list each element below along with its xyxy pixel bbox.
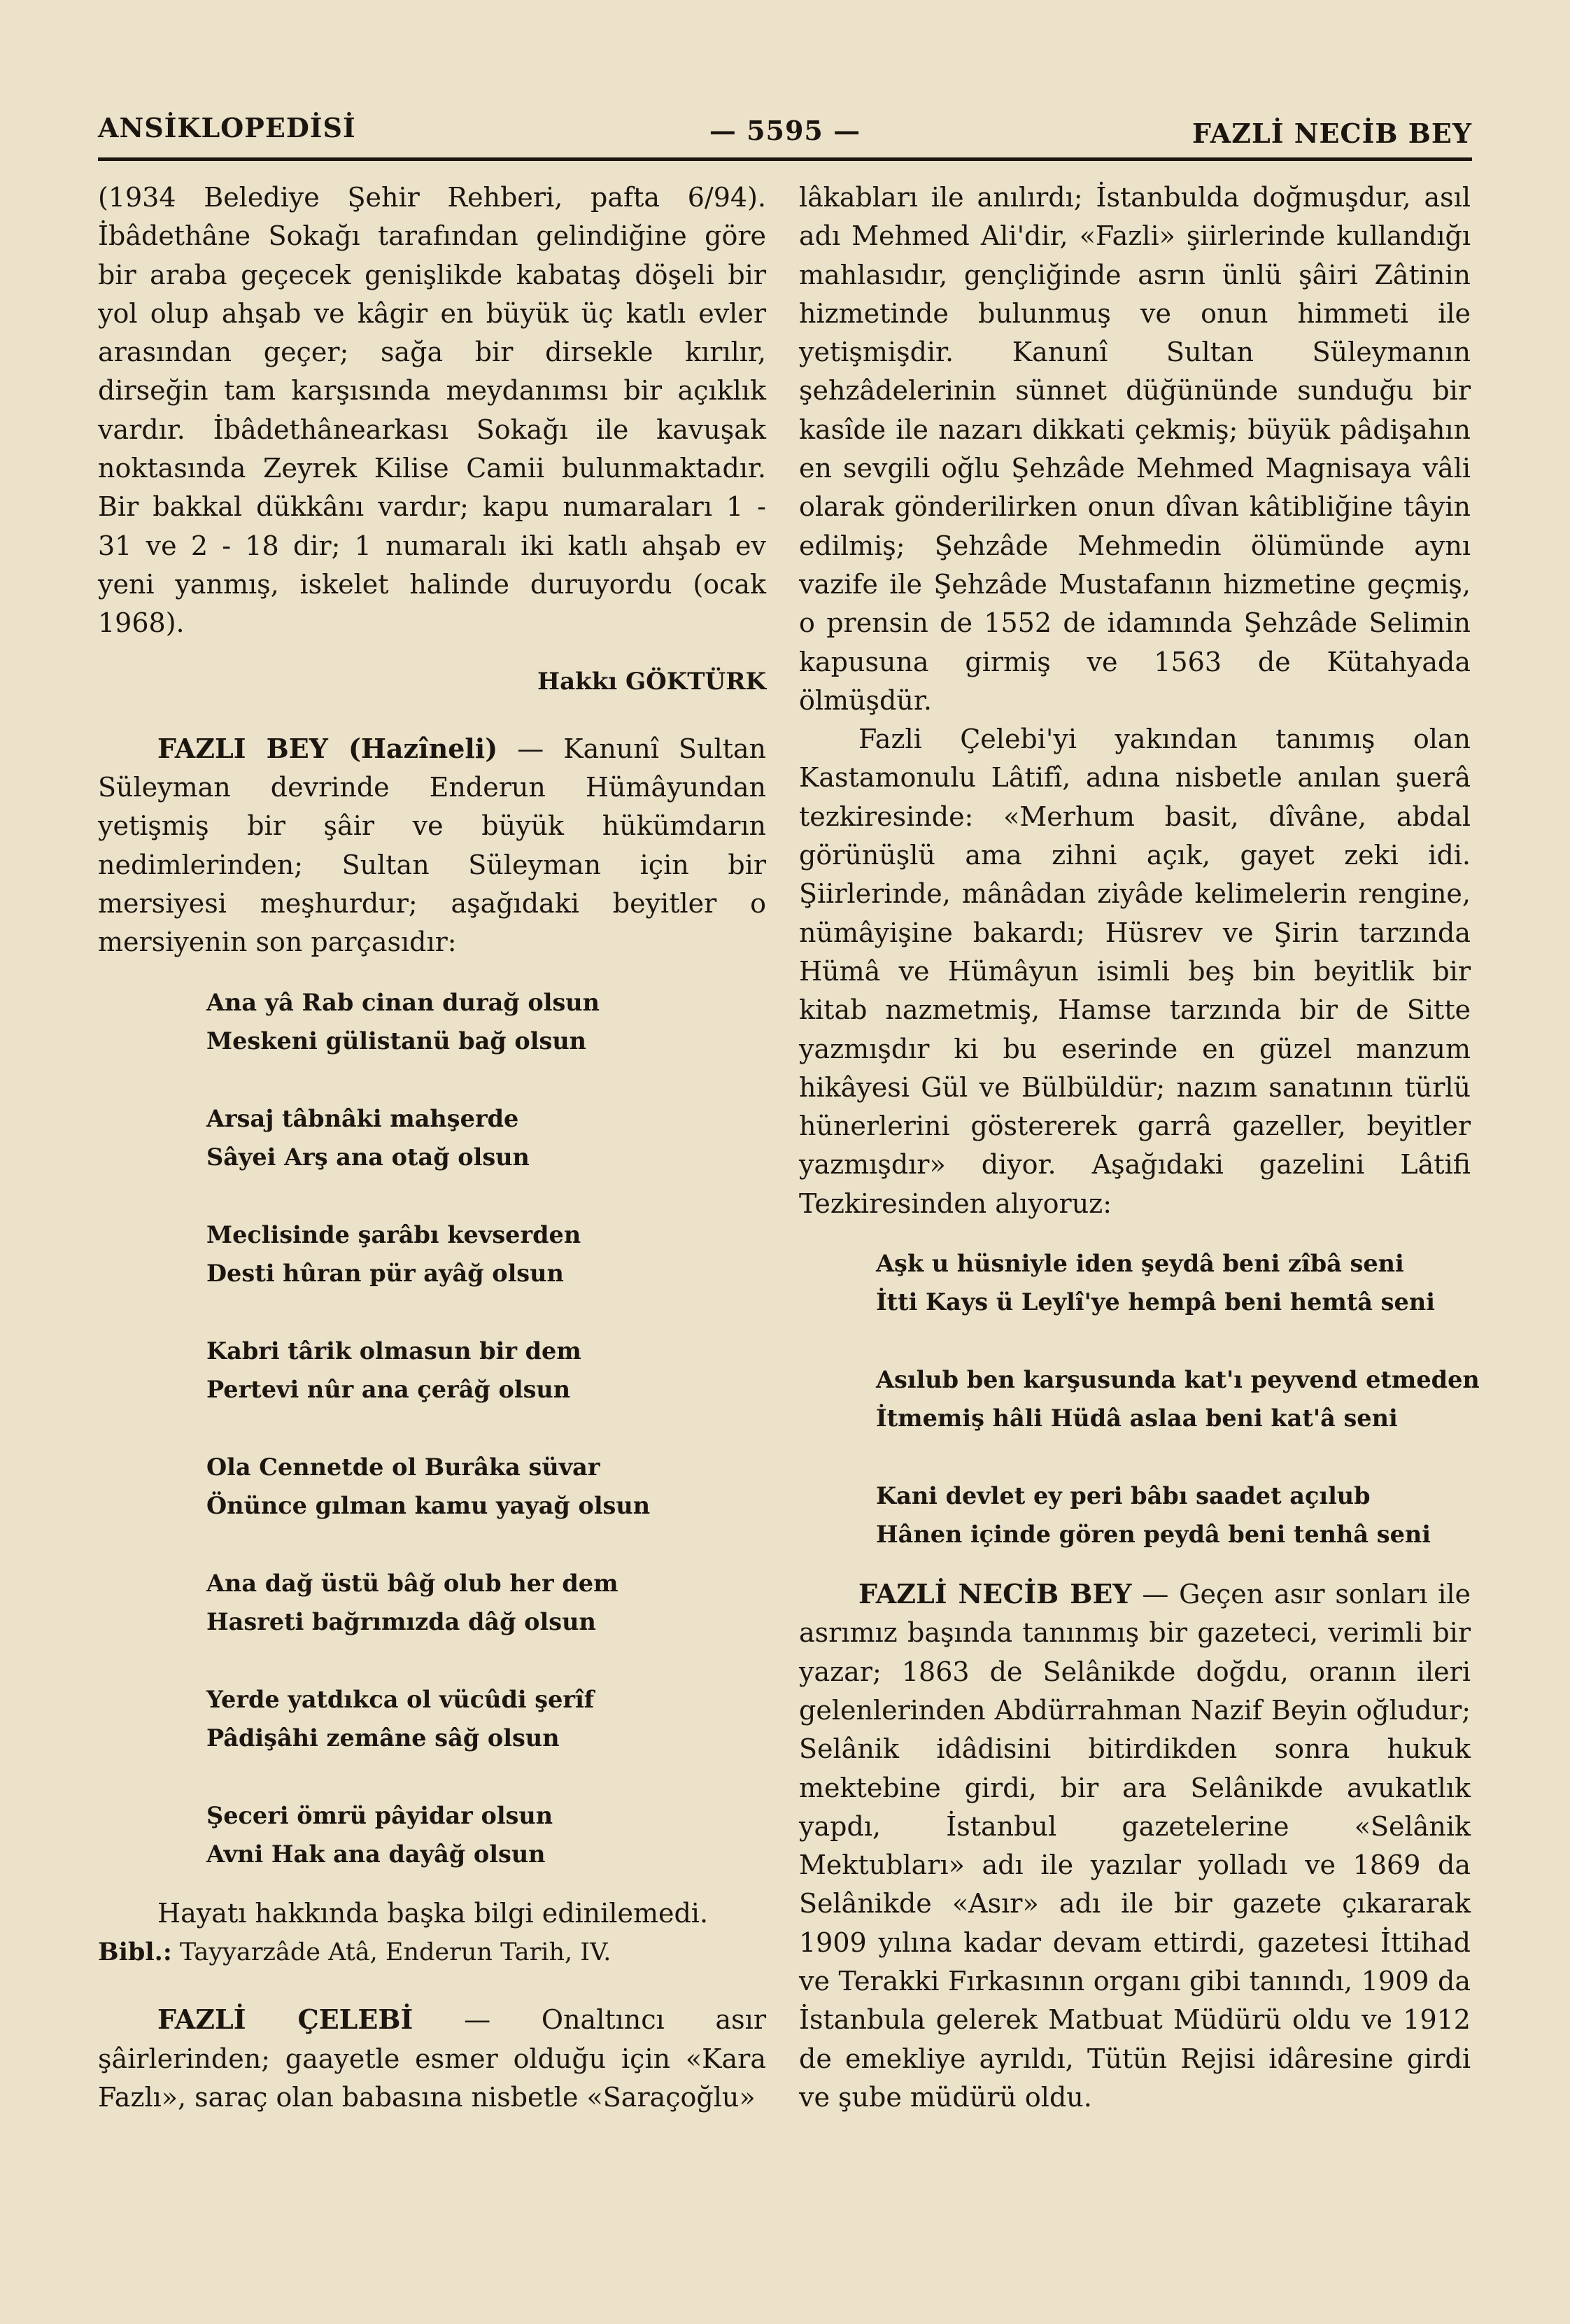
- bibliography-label: Bibl.:: [98, 1937, 172, 1966]
- bibliography: [98, 1933, 766, 1972]
- entry-continuation: lâkabları ile anılırdı; İstanbulda doğmuşdur, asıl adı Mehmed Ali'dir, «Fazli» şiirlerinde kullandığı mahlasıdır, gençliğinde asrın ünlü şâiri Zâtinin hizmetinde bulunmuş ve onun himmeti ile yetişmişdir. Kanunî Sultan Süleymanın şehzâdelerinin sünnet düğününde sunduğu bir kasîde ile nazarı dikkati çekmiş; büyük pâdişahın en sevgili oğlu Şehzâde Mehmed Magnisaya vâli olarak gönderilirken onun dîvan kâtibliğine tâyin edilmiş; Şehzâde Mehmedin ölümünde aynı vazife ile Şehzâde Mustafanın hizmetine geçmiş, o prensin de 1552 de idamında Şehzâde Selimin kapusuna girmiş ve 1563 de Kütahyada ölmüşdür.: [799, 182, 1471, 716]
- verse-line: Sâyei Arş ana otağ olsun: [206, 1143, 530, 1171]
- verse-line: Pâdişâhi zemâne sâğ olsun: [206, 1724, 560, 1752]
- couplet: [206, 1332, 766, 1409]
- header-entry-title: FAZLİ NECİB BEY: [1192, 118, 1472, 149]
- couplet: [876, 1244, 1471, 1321]
- entry-heading: FAZLİ NECİB BEY: [858, 1578, 1132, 1610]
- couplet: [206, 1564, 766, 1641]
- entry-fazli-bey: [98, 729, 766, 962]
- page-number: — 5595 —: [709, 115, 861, 146]
- verse-line: Ola Cennetde ol Burâka süvar: [206, 1453, 600, 1481]
- verse-line: İtti Kays ü Leylî'ye hempâ beni hemtâ seni: [876, 1288, 1435, 1316]
- verse-line: İtmemiş hâli Hüdâ aslaa beni kat'â seni: [876, 1404, 1398, 1432]
- header-rule: [98, 157, 1472, 161]
- entry-heading: FAZLİ ÇELEBİ: [157, 2003, 413, 2036]
- entry-fazli-necib-bey: [799, 1575, 1471, 2117]
- verse-line: Asılub ben karşusunda kat'ı peyvend etmeden: [876, 1366, 1480, 1394]
- couplet: [206, 1680, 766, 1757]
- continued-entry-text: (1934 Belediye Şehir Rehberi, pafta 6/94). İbâdethâne Sokağı tarafından gelindiğine göre bir araba geçecek genişlikde kabataş döşeli bir yol olup ahşab ve kâgir en büyük üç katlı evler arasından geçer; sağa bir dirsekle kırılır, dirseğin tam karşısında meydanımsı bir açıklık vardır. İbâdethânearkası Sokağı ile kavuşak noktasında Zeyrek Kilise Camii bulunmaktadır. Bir bakkal dükkânı vardır; kapu numaraları 1 - 31 ve 2 - 18 dir; 1 numaralı iki katlı ahşab ev yeni yanmış, iskelet halinde duruyordu (ocak 1968).: [98, 182, 766, 639]
- verse-line: Meclisinde şarâbı kevserden: [206, 1220, 581, 1248]
- couplet: [206, 1796, 766, 1873]
- entry-body: — Kanunî Sultan Süleyman devrinde Enderun Hümâyundan yetişmiş bir şâir ve büyük hükümdarın nedimlerinden; Sultan Süleyman için bir mersiyesi meşhurdur; aşağıdaki beyitler o mersiyenin son parçasıdır:: [98, 733, 766, 958]
- header-encyclopedia-title: ANSİKLOPEDİSİ: [98, 112, 356, 143]
- running-header: [98, 112, 1472, 154]
- entry-note: Hayatı hakkında başka bilgi edinilemedi.: [157, 1897, 709, 1929]
- gazel-verses: [876, 1244, 1480, 1554]
- verse-line: Arsaj tâbnâki mahşerde: [206, 1104, 519, 1132]
- verse-line: Kani devlet ey peri bâbı saadet açılub: [876, 1482, 1371, 1510]
- verse-line: Desti hûran pür ayâğ olsun: [206, 1259, 564, 1287]
- couplet: [876, 1360, 1480, 1437]
- verse-line: Pertevi nûr ana çerâğ olsun: [206, 1375, 571, 1403]
- entry-body: — Geçen asır sonları ile asrımız başında tanınmış bir gazeteci, verimli bir yazar; 1863 de Selânikde doğdu, oranın ileri gelenlerinden Abdürrahman Nazif Beyin oğludur; Selânik idâdisini bitirdikden sonra hukuk mektebine girdi, bir ara Selânikde avukatlık yapdı, İstanbul gazetelerine «Selânik Mektubları» adı ile yazılar yolladı ve 1869 da Selânikde «Asır» adı ile bir gazete çıkararak 1909 yılına kadar devam ettirdi, gazetesi İttihad ve Terakki Fırkasının organı gibi tanındı, 1909 da İstanbula gelerek Matbuat Müdürü oldu ve 1912 de emekliye ayrıldı, Tütün Rejisi idâresine girdi ve şube müdürü oldu.: [799, 1579, 1471, 2113]
- verse-line: Aşk u hüsniyle iden şeydâ beni zîbâ seni: [876, 1250, 1404, 1278]
- right-column: [799, 178, 1480, 2117]
- couplet: [206, 983, 766, 1060]
- verse-line: Yerde yatdıkca ol vücûdi şerîf: [206, 1685, 595, 1713]
- couplet: [206, 1448, 766, 1525]
- entry-fazli-celebi: [98, 2000, 766, 2117]
- verse-line: Ana dağ üstü bâğ olub her dem: [206, 1569, 618, 1597]
- couplet: [876, 1477, 1471, 1554]
- entry-body: — Onaltıncı asır şâirlerinden; gaayetle esmer olduğu için «Kara Fazlı», saraç olan babasına nisbetle «Saraçoğlu»: [98, 2004, 767, 2113]
- verse-line: Hânen içinde gören peydâ beni tenhâ seni: [876, 1521, 1431, 1549]
- verse-line: Kabri târik olmasun bir dem: [206, 1337, 581, 1365]
- verse-line: Avni Hak ana dayâğ olsun: [206, 1840, 546, 1868]
- left-column: [98, 178, 766, 2117]
- elegy-verses: [206, 983, 766, 1873]
- bibliography-text: Tayyarzâde Atâ, Enderun Tarih, IV.: [171, 1938, 611, 1966]
- verse-line: Hasreti bağrımızda dâğ olsun: [206, 1607, 596, 1635]
- verse-line: Önünce gılman kamu yayağ olsun: [206, 1491, 651, 1519]
- author-signature: Hakkı GÖKTÜRK: [537, 667, 766, 696]
- couplet: [206, 1099, 766, 1176]
- verse-line: Meskeni gülistanü bağ olsun: [206, 1027, 587, 1055]
- verse-line: Ana yâ Rab cinan durağ olsun: [206, 988, 600, 1016]
- verse-line: Şeceri ömrü pâyidar olsun: [206, 1801, 553, 1829]
- couplet: [206, 1216, 766, 1293]
- entry-heading: FAZLI BEY (Hazîneli): [157, 732, 498, 764]
- latifi-quote-paragraph: Fazli Çelebi'yi yakından tanımış olan Kastamonulu Lâtifî, adına nisbetle anılan şuerâ tezkiresinde: «Merhum basit, dîvâne, abdal görünüşlü ama zihni açık, gayet zeki idi. Şiirlerinde, mânâdan ziyâde kelimelerin rengine, nümâyişine bakardı; Hüsrev ve Şirin tarzında Hümâ ve Hümâyun isimli beş bin beyitlik bir kitab nazmetmiş, Hamse tarzında bir de Sitte yazmışdır ki bu eserinde en güzel manzum hikâyesi Gül ve Bülbüldür; nazım sanatının türlü hünerlerini göstererek garrâ gazeller, beyitler yazmışdır» diyor. Aşağıdaki gazelini Lâtifi Tezkiresinden alıyoruz:: [799, 724, 1471, 1219]
